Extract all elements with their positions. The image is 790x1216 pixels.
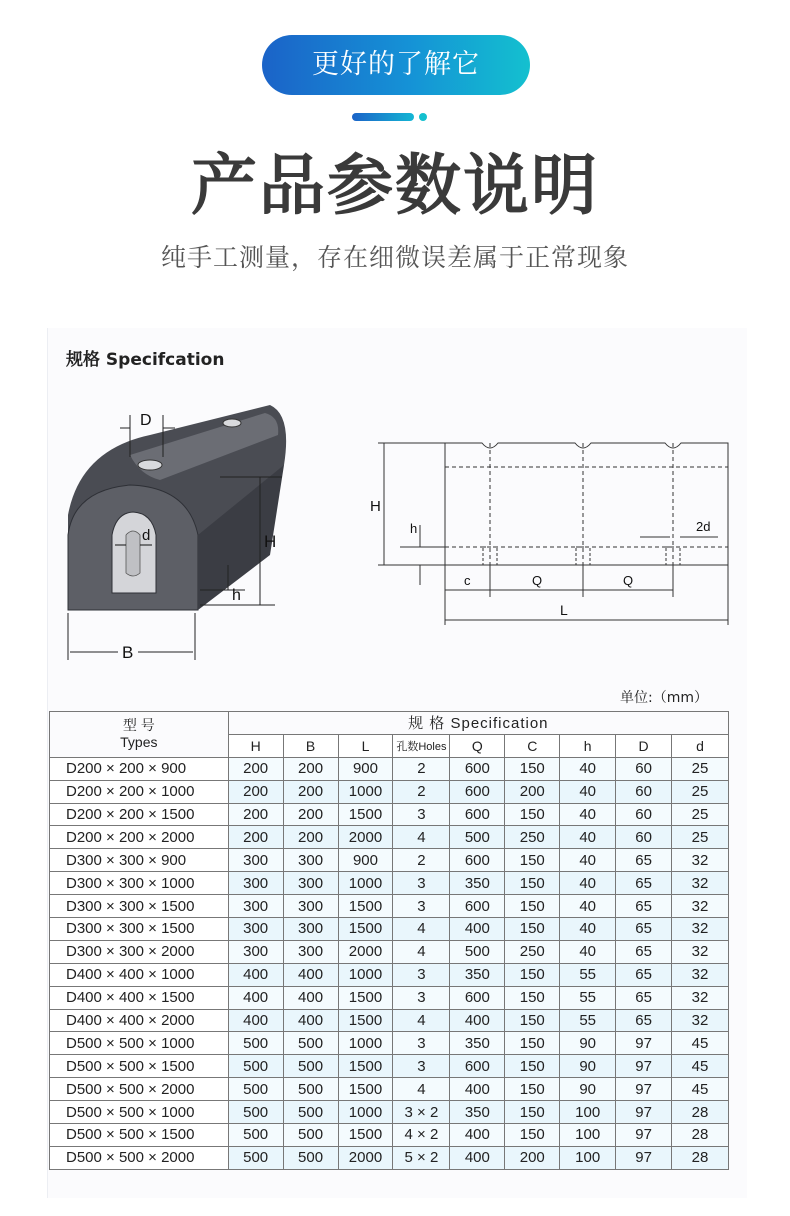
value-cell: 500: [283, 1078, 338, 1101]
value-cell: 300: [283, 940, 338, 963]
value-cell: 60: [616, 803, 672, 826]
table-row: [50, 826, 729, 849]
elev-label-2d: 2d: [696, 519, 711, 534]
table-row: [50, 803, 729, 826]
value-cell: 28: [672, 1146, 729, 1169]
value-cell: 200: [228, 757, 283, 780]
value-cell: 3 × 2: [393, 1101, 450, 1124]
type-cell: D500 × 500 × 1000: [50, 1101, 229, 1124]
value-cell: 1500: [338, 986, 393, 1009]
value-cell: 97: [616, 1124, 672, 1147]
value-cell: 150: [505, 895, 560, 918]
value-cell: 60: [616, 757, 672, 780]
type-cell: D200 × 200 × 1000: [50, 780, 229, 803]
value-cell: 200: [228, 780, 283, 803]
value-cell: 32: [672, 986, 729, 1009]
value-cell: 350: [450, 963, 505, 986]
value-cell: 200: [505, 780, 560, 803]
value-cell: 1500: [338, 1009, 393, 1032]
value-cell: 200: [283, 803, 338, 826]
spec-table: [49, 711, 729, 1170]
table-row: [50, 963, 729, 986]
value-cell: 32: [672, 849, 729, 872]
value-cell: 2: [393, 780, 450, 803]
value-cell: 350: [450, 1101, 505, 1124]
value-cell: 500: [450, 826, 505, 849]
fender-3d-diagram: [60, 395, 300, 670]
elev-label-L: L: [560, 602, 568, 618]
value-cell: 3: [393, 986, 450, 1009]
value-cell: 65: [616, 986, 672, 1009]
column-header: d: [672, 734, 729, 757]
table-row: [50, 757, 729, 780]
type-cell: D400 × 400 × 2000: [50, 1009, 229, 1032]
value-cell: 40: [560, 826, 616, 849]
value-cell: 3: [393, 1055, 450, 1078]
value-cell: 400: [450, 1078, 505, 1101]
value-cell: 25: [672, 826, 729, 849]
column-header: 孔数Holes: [393, 734, 450, 757]
table-row: [50, 1055, 729, 1078]
value-cell: 300: [283, 849, 338, 872]
table-row: [50, 1124, 729, 1147]
value-cell: 300: [283, 872, 338, 895]
type-cell: D300 × 300 × 1500: [50, 895, 229, 918]
value-cell: 150: [505, 849, 560, 872]
value-cell: 300: [228, 849, 283, 872]
type-cell: D500 × 500 × 1500: [50, 1124, 229, 1147]
value-cell: 45: [672, 1055, 729, 1078]
type-header-en: Types: [120, 734, 158, 751]
value-cell: 97: [616, 1055, 672, 1078]
type-cell: D200 × 200 × 900: [50, 757, 229, 780]
value-cell: 65: [616, 872, 672, 895]
table-row: [50, 1101, 729, 1124]
type-cell: D500 × 500 × 1500: [50, 1055, 229, 1078]
value-cell: 150: [505, 1124, 560, 1147]
value-cell: 90: [560, 1055, 616, 1078]
value-cell: 600: [450, 895, 505, 918]
value-cell: 5 × 2: [393, 1146, 450, 1169]
value-cell: 300: [283, 895, 338, 918]
value-cell: 900: [338, 757, 393, 780]
value-cell: 3: [393, 895, 450, 918]
value-cell: 1500: [338, 1124, 393, 1147]
table-row: [50, 780, 729, 803]
value-cell: 40: [560, 895, 616, 918]
mounting-hole-back: [223, 419, 241, 427]
value-cell: 40: [560, 918, 616, 941]
type-cell: D200 × 200 × 2000: [50, 826, 229, 849]
value-cell: 400: [450, 918, 505, 941]
type-cell: D200 × 200 × 1500: [50, 803, 229, 826]
value-cell: 40: [560, 803, 616, 826]
value-cell: 28: [672, 1124, 729, 1147]
value-cell: 500: [283, 1124, 338, 1147]
value-cell: 32: [672, 1009, 729, 1032]
value-cell: 400: [450, 1146, 505, 1169]
value-cell: 1000: [338, 872, 393, 895]
spec-table-body: [50, 757, 729, 1169]
value-cell: 1500: [338, 803, 393, 826]
value-cell: 200: [228, 803, 283, 826]
value-cell: 500: [228, 1055, 283, 1078]
value-cell: 900: [338, 849, 393, 872]
value-cell: 500: [228, 1101, 283, 1124]
value-cell: 32: [672, 895, 729, 918]
type-cell: D300 × 300 × 1000: [50, 872, 229, 895]
elev-label-c: c: [464, 573, 471, 588]
value-cell: 250: [505, 826, 560, 849]
label-H: H: [264, 532, 277, 551]
value-cell: 2000: [338, 940, 393, 963]
value-cell: 400: [283, 986, 338, 1009]
value-cell: 300: [228, 872, 283, 895]
value-cell: 500: [283, 1146, 338, 1169]
value-cell: 32: [672, 940, 729, 963]
value-cell: 150: [505, 757, 560, 780]
label-D: D: [140, 412, 152, 429]
table-row: [50, 1032, 729, 1055]
decorative-bar: [352, 113, 414, 121]
value-cell: 600: [450, 780, 505, 803]
value-cell: 600: [450, 803, 505, 826]
type-cell: D300 × 300 × 1500: [50, 918, 229, 941]
value-cell: 2: [393, 849, 450, 872]
fender-elevation-diagram: [360, 425, 735, 640]
value-cell: 500: [450, 940, 505, 963]
value-cell: 200: [283, 780, 338, 803]
type-cell: D400 × 400 × 1000: [50, 963, 229, 986]
column-header: D: [616, 734, 672, 757]
value-cell: 400: [228, 963, 283, 986]
value-cell: 1500: [338, 1078, 393, 1101]
value-cell: 400: [450, 1009, 505, 1032]
spec-header: 规 格 Specification: [228, 712, 728, 735]
value-cell: 150: [505, 963, 560, 986]
value-cell: 97: [616, 1101, 672, 1124]
value-cell: 4: [393, 918, 450, 941]
value-cell: 150: [505, 1078, 560, 1101]
value-cell: 97: [616, 1078, 672, 1101]
value-cell: 4: [393, 826, 450, 849]
value-cell: 100: [560, 1124, 616, 1147]
value-cell: 25: [672, 803, 729, 826]
elev-label-H: H: [370, 498, 381, 515]
type-cell: D300 × 300 × 900: [50, 849, 229, 872]
type-cell: D300 × 300 × 2000: [50, 940, 229, 963]
value-cell: 32: [672, 918, 729, 941]
label-B: B: [122, 643, 134, 662]
value-cell: 2000: [338, 1146, 393, 1169]
label-d: d: [142, 527, 151, 544]
spec-heading-en: Specifcation: [105, 350, 225, 370]
value-cell: 400: [283, 963, 338, 986]
value-cell: 100: [560, 1146, 616, 1169]
value-cell: 25: [672, 780, 729, 803]
value-cell: 350: [450, 1032, 505, 1055]
value-cell: 500: [228, 1146, 283, 1169]
unit-label: 单位:（mm）: [620, 690, 708, 706]
page-title: 产品参数说明: [191, 147, 599, 224]
value-cell: 65: [616, 940, 672, 963]
value-cell: 150: [505, 1032, 560, 1055]
table-row: [50, 849, 729, 872]
table-row: [50, 940, 729, 963]
value-cell: 500: [283, 1101, 338, 1124]
type-cell: D400 × 400 × 1500: [50, 986, 229, 1009]
value-cell: 200: [228, 826, 283, 849]
value-cell: 400: [228, 986, 283, 1009]
value-cell: 600: [450, 1055, 505, 1078]
value-cell: 300: [283, 918, 338, 941]
value-cell: 600: [450, 986, 505, 1009]
table-row: [50, 1146, 729, 1169]
value-cell: 600: [450, 849, 505, 872]
spec-heading-cn: 规格: [66, 350, 100, 370]
value-cell: 500: [228, 1032, 283, 1055]
value-cell: 1500: [338, 918, 393, 941]
type-cell: D500 × 500 × 1000: [50, 1032, 229, 1055]
value-cell: 150: [505, 872, 560, 895]
value-cell: 100: [560, 1101, 616, 1124]
value-cell: 1000: [338, 1101, 393, 1124]
value-cell: 3: [393, 803, 450, 826]
value-cell: 400: [450, 1124, 505, 1147]
value-cell: 65: [616, 918, 672, 941]
value-cell: 60: [616, 780, 672, 803]
value-cell: 1000: [338, 1032, 393, 1055]
value-cell: 500: [228, 1124, 283, 1147]
value-cell: 1000: [338, 963, 393, 986]
value-cell: 97: [616, 1146, 672, 1169]
table-row: [50, 918, 729, 941]
type-header: [50, 712, 229, 758]
type-header-cn: 型 号: [122, 717, 155, 734]
value-cell: 1000: [338, 780, 393, 803]
value-cell: 300: [228, 895, 283, 918]
table-row: [50, 895, 729, 918]
value-cell: 1500: [338, 895, 393, 918]
elev-label-Q2: Q: [623, 573, 634, 588]
value-cell: 55: [560, 963, 616, 986]
value-cell: 60: [616, 826, 672, 849]
value-cell: 150: [505, 1101, 560, 1124]
fender-inner-rod: [126, 531, 140, 576]
column-header: h: [560, 734, 616, 757]
column-header: B: [283, 734, 338, 757]
value-cell: 3: [393, 872, 450, 895]
type-cell: D500 × 500 × 2000: [50, 1078, 229, 1101]
value-cell: 400: [283, 1009, 338, 1032]
value-cell: 65: [616, 895, 672, 918]
value-cell: 2: [393, 757, 450, 780]
value-cell: 45: [672, 1032, 729, 1055]
value-cell: 4: [393, 1009, 450, 1032]
table-row: [50, 872, 729, 895]
table-row: [50, 986, 729, 1009]
value-cell: 300: [228, 940, 283, 963]
value-cell: 4: [393, 940, 450, 963]
value-cell: 3: [393, 1032, 450, 1055]
value-cell: 400: [228, 1009, 283, 1032]
value-cell: 90: [560, 1078, 616, 1101]
value-cell: 500: [283, 1032, 338, 1055]
value-cell: 40: [560, 757, 616, 780]
column-header: L: [338, 734, 393, 757]
value-cell: 600: [450, 757, 505, 780]
value-cell: 1500: [338, 1055, 393, 1078]
value-cell: 25: [672, 757, 729, 780]
value-cell: 65: [616, 1009, 672, 1032]
table-row: [50, 1009, 729, 1032]
value-cell: 90: [560, 1032, 616, 1055]
decorative-dot: [419, 113, 427, 121]
value-cell: 55: [560, 1009, 616, 1032]
value-cell: 55: [560, 986, 616, 1009]
column-header: C: [505, 734, 560, 757]
value-cell: 40: [560, 849, 616, 872]
label-h: h: [232, 587, 241, 604]
value-cell: 150: [505, 986, 560, 1009]
value-cell: 45: [672, 1078, 729, 1101]
value-cell: 150: [505, 803, 560, 826]
value-cell: 65: [616, 849, 672, 872]
section-pill-label: 更好的了解它: [262, 35, 530, 95]
value-cell: 200: [283, 757, 338, 780]
value-cell: 32: [672, 872, 729, 895]
value-cell: 97: [616, 1032, 672, 1055]
spec-heading: [66, 345, 224, 370]
page-subtitle: 纯手工测量，存在细微误差属于正常现象: [160, 243, 629, 272]
value-cell: 2000: [338, 826, 393, 849]
value-cell: 4 × 2: [393, 1124, 450, 1147]
value-cell: 150: [505, 1055, 560, 1078]
value-cell: 200: [505, 1146, 560, 1169]
mounting-hole-front: [138, 460, 162, 470]
column-header: Q: [450, 734, 505, 757]
elev-label-h: h: [410, 521, 418, 536]
column-header: H: [228, 734, 283, 757]
value-cell: 65: [616, 963, 672, 986]
value-cell: 350: [450, 872, 505, 895]
elev-label-Q1: Q: [532, 573, 543, 588]
value-cell: 150: [505, 1009, 560, 1032]
value-cell: 40: [560, 940, 616, 963]
value-cell: 28: [672, 1101, 729, 1124]
type-cell: D500 × 500 × 2000: [50, 1146, 229, 1169]
value-cell: 40: [560, 872, 616, 895]
value-cell: 500: [283, 1055, 338, 1078]
value-cell: 4: [393, 1078, 450, 1101]
value-cell: 500: [228, 1078, 283, 1101]
value-cell: 3: [393, 963, 450, 986]
value-cell: 150: [505, 918, 560, 941]
value-cell: 32: [672, 963, 729, 986]
value-cell: 250: [505, 940, 560, 963]
table-row: [50, 1078, 729, 1101]
value-cell: 200: [283, 826, 338, 849]
value-cell: 40: [560, 780, 616, 803]
value-cell: 300: [228, 918, 283, 941]
